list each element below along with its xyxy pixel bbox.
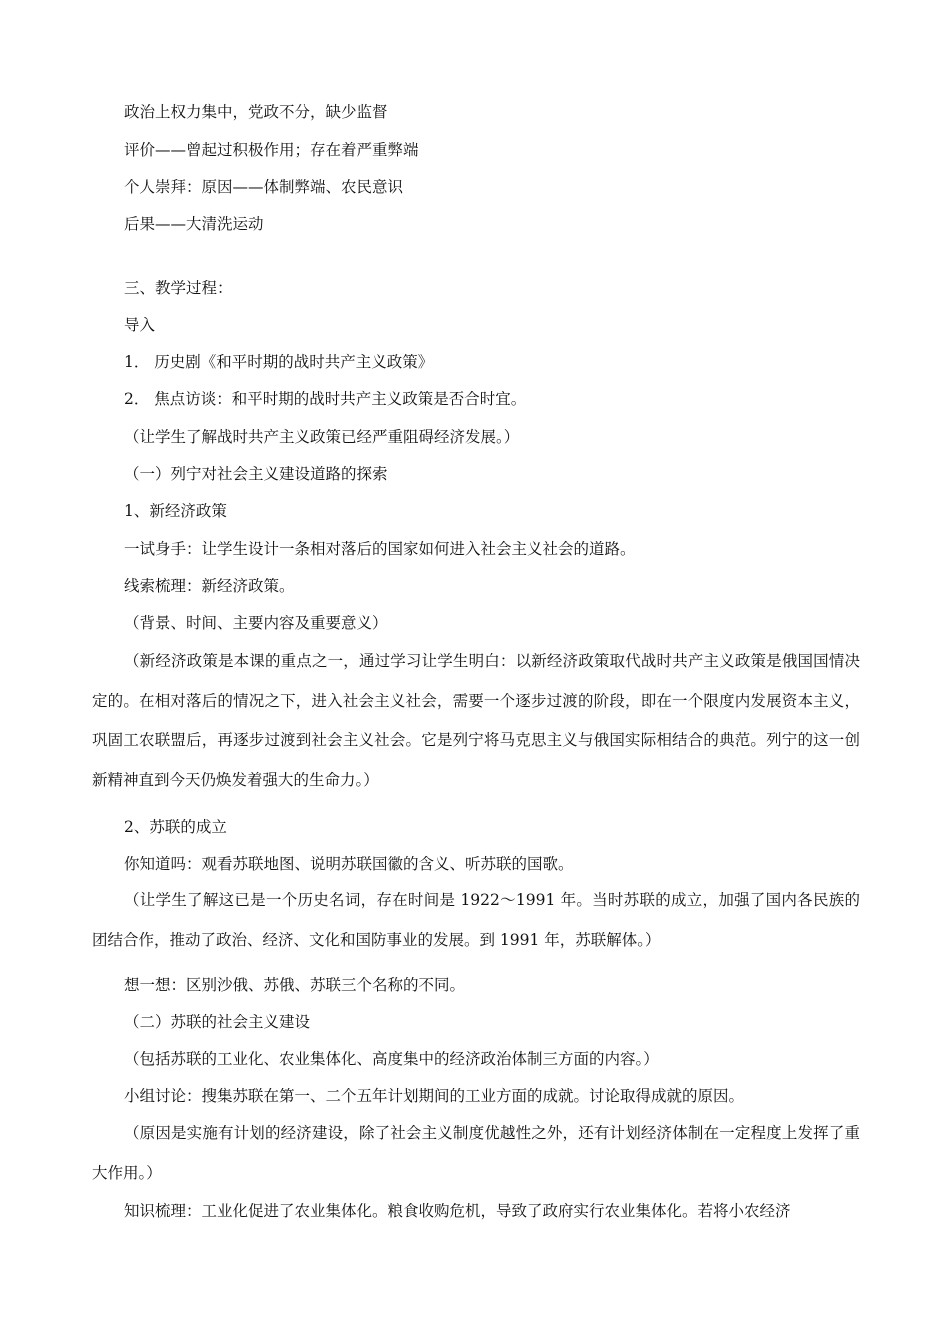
text-line: 评价——曾起过积极作用；存在着严重弊端: [124, 141, 419, 159]
paragraph: （让学生了解这已是一个历史名词，存在时间是 1922～1991 年。当时苏联的成立，加强了国内各民族的团结合作，推动了政治、经济、文化和国防事业的发展。到 1991 年，苏联解体。）: [92, 891, 860, 949]
text-line: 政治上权力集中，党政不分，缺少监督: [124, 103, 388, 121]
list-item: 2． 焦点访谈：和平时期的战时共产主义政策是否合时宜。: [124, 390, 527, 408]
text-line: （背景、时间、主要内容及重要意义）: [124, 614, 388, 632]
paragraph: （原因是实施有计划的经济建设，除了社会主义制度优越性之外，还有计划经济体制在一定程度上发挥了重大作用。）: [92, 1124, 860, 1182]
text-line: 小组讨论：搜集苏联在第一、二个五年计划期间的工业方面的成就。讨论取得成就的原因。: [124, 1087, 745, 1105]
text-line: （包括苏联的工业化、农业集体化、高度集中的经济政治体制三方面的内容。）: [124, 1050, 659, 1068]
section-heading: 三、教学过程：: [124, 279, 233, 297]
paragraph: 知识梳理：工业化促进了农业集体化。粮食收购危机，导致了政府实行农业集体化。若将小农经济: [124, 1202, 791, 1220]
text-line: 线索梳理：新经济政策。: [124, 577, 295, 595]
text-line: 一试身手：让学生设计一条相对落后的国家如何进入社会主义社会的道路。: [124, 540, 636, 558]
text-line: 导入: [124, 316, 156, 334]
text-line: 2、苏联的成立: [124, 818, 227, 836]
text-line: 你知道吗：观看苏联地图、说明苏联国徽的含义、听苏联的国歌。: [124, 855, 574, 873]
subsection-heading: （二）苏联的社会主义建设: [124, 1013, 311, 1031]
text-line: 想一想：区别沙俄、苏俄、苏联三个名称的不同。: [124, 976, 466, 994]
subsection-heading: （一）列宁对社会主义建设道路的探索: [124, 465, 388, 483]
text-line: 个人崇拜：原因——体制弊端、农民意识: [124, 178, 404, 196]
paragraph: （新经济政策是本课的重点之一，通过学习让学生明白：以新经济政策取代战时共产主义政策是俄国国情决定的。在相对落后的情况之下，进入社会主义社会，需要一个逐步过渡的阶段，即在一个限度内发展资本主义，巩固工农联盟后，再逐步过渡到社会主义社会。它是列宁将马克思主义与俄国实际相结合的典范。列宁的这一创新精神直到今天仍焕发着强大的生命力。）: [92, 652, 860, 789]
text-line: （让学生了解战时共产主义政策已经严重阻碍经济发展。）: [124, 428, 520, 446]
text-line: 1、新经济政策: [124, 502, 227, 520]
list-item: 1． 历史剧《和平时期的战时共产主义政策》: [124, 353, 434, 371]
text-line: 后果——大清洗运动: [124, 215, 264, 233]
